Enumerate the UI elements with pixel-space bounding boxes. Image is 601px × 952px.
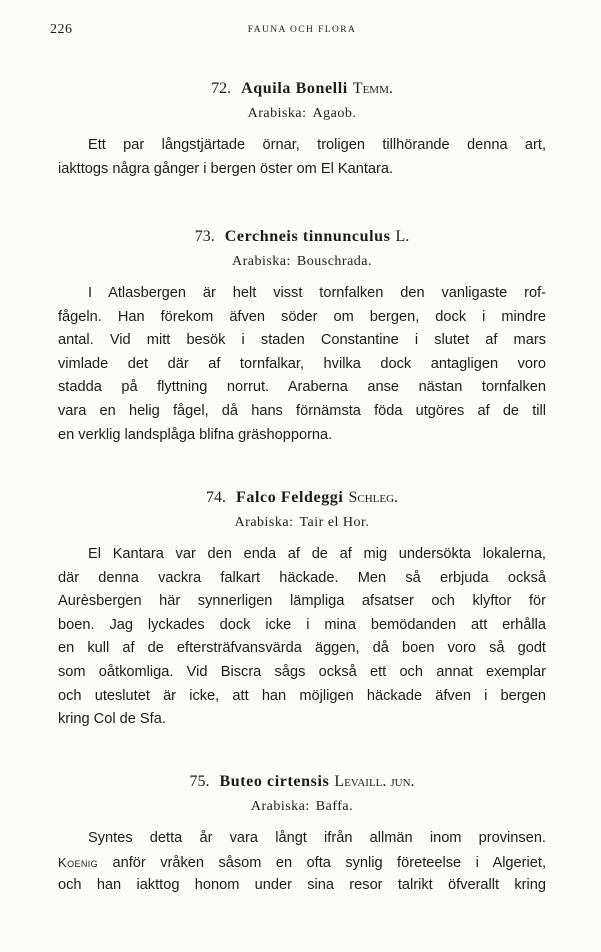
arabic-label: Arabiska: bbox=[247, 106, 307, 121]
text-line: iakttogs några gånger i bergen öster om El Kantara. bbox=[58, 160, 394, 177]
species-heading bbox=[58, 771, 546, 793]
entry-text bbox=[58, 134, 546, 181]
running-head-title: FAUNA OCH FLORA bbox=[247, 25, 357, 35]
species-entry-73 bbox=[58, 226, 546, 447]
text-line: där denna vackra falkart häckade. Men så erbjuda också bbox=[58, 569, 546, 586]
arabic-name-line bbox=[58, 252, 546, 272]
text-line: vimlade det där af tornfalkar, hvilka dock antagligen voro bbox=[58, 355, 546, 372]
text-line: en verklig landsplåga blifna gräshopporna. bbox=[58, 426, 333, 443]
text-line: och uteslutet är icke, att han möjligen häckade äfven i bergen bbox=[58, 687, 546, 704]
arabic-name-line bbox=[58, 797, 546, 817]
species-number: 75. bbox=[189, 773, 210, 790]
entry-text bbox=[58, 827, 546, 898]
arabic-label: Arabiska: bbox=[231, 254, 291, 269]
species-heading bbox=[58, 226, 546, 248]
species-authority: Temm. bbox=[352, 80, 393, 97]
text-line: Syntes detta år vara långt ifrån allmän inom provinsen. bbox=[88, 830, 546, 846]
text-line-rest: anför vråken såsom en ofta synlig företeelse i Algeriet, bbox=[112, 854, 546, 871]
species-heading bbox=[58, 78, 546, 100]
book-page bbox=[50, 0, 546, 952]
entry-text bbox=[58, 282, 546, 447]
text-line: och han iakttog honom under sina resor talrikt öfverallt kring bbox=[58, 877, 546, 894]
text-line: antal. Vid mitt besök i staden Constantine i slutet af mars bbox=[58, 332, 546, 349]
scientific-name: Cerchneis tinnunculus bbox=[224, 228, 391, 245]
species-number: 74. bbox=[205, 489, 226, 506]
species-number: 72. bbox=[211, 80, 232, 97]
species-heading bbox=[58, 487, 546, 509]
species-authority: Levaill. jun. bbox=[334, 773, 415, 790]
arabic-label: Arabiska: bbox=[234, 515, 294, 530]
species-entry-74 bbox=[58, 487, 546, 732]
arabic-name-line bbox=[58, 513, 546, 533]
text-line: boen. Jag lyckades dock icke i mina bemödanden att erhålla bbox=[58, 616, 546, 633]
species-authority: L. bbox=[395, 228, 410, 245]
text-line: stadda på flyttning norrut. Araberna anse nästan tornfalken bbox=[58, 379, 546, 396]
running-head bbox=[50, 22, 546, 42]
scientific-name: Buteo cirtensis bbox=[219, 773, 330, 790]
text-line: kring Col de Sfa. bbox=[58, 711, 166, 728]
text-line: en kull af de eftersträfvansvärda äggen, då boen voro så godt bbox=[58, 640, 546, 657]
text-line: fågeln. Han förekom äfven söder om bergen, dock i mindre bbox=[58, 308, 546, 325]
arabic-name: Tair el Hor. bbox=[299, 515, 370, 530]
text-line: vara en helig fågel, då hans förnämsta föda utgöres af de till bbox=[58, 402, 546, 419]
text-line-with-author bbox=[58, 851, 546, 875]
text-line: El Kantara var den enda af de af mig undersökta lokalerna, bbox=[88, 546, 546, 562]
entry-text bbox=[58, 543, 546, 732]
text-line: Ett par långstjärtade örnar, troligen tillhörande denna art, bbox=[88, 137, 546, 153]
species-number: 73. bbox=[194, 228, 215, 245]
arabic-name-line bbox=[58, 104, 546, 124]
species-entry-75 bbox=[58, 771, 546, 898]
text-line: Aurèsbergen här synnerligen lämpliga afsatser och klyftor för bbox=[58, 593, 546, 610]
arabic-name: Agaob. bbox=[312, 106, 357, 121]
text-line: som oåtkomliga. Vid Biscra sågs också ett och annat exemplar bbox=[58, 663, 546, 680]
arabic-label: Arabiska: bbox=[250, 799, 310, 814]
species-entry-72 bbox=[58, 78, 546, 181]
arabic-name: Bouschrada. bbox=[296, 254, 373, 269]
scientific-name: Aquila Bonelli bbox=[241, 80, 348, 97]
scientific-name: Falco Feldeggi bbox=[235, 489, 344, 506]
arabic-name: Baffa. bbox=[315, 799, 354, 814]
species-authority: Schleg. bbox=[348, 489, 399, 506]
cited-author: Koenig bbox=[58, 854, 99, 870]
page-number: 226 bbox=[50, 22, 73, 37]
text-line: I Atlasbergen är helt visst tornfalken den vanligaste rof- bbox=[88, 285, 546, 301]
